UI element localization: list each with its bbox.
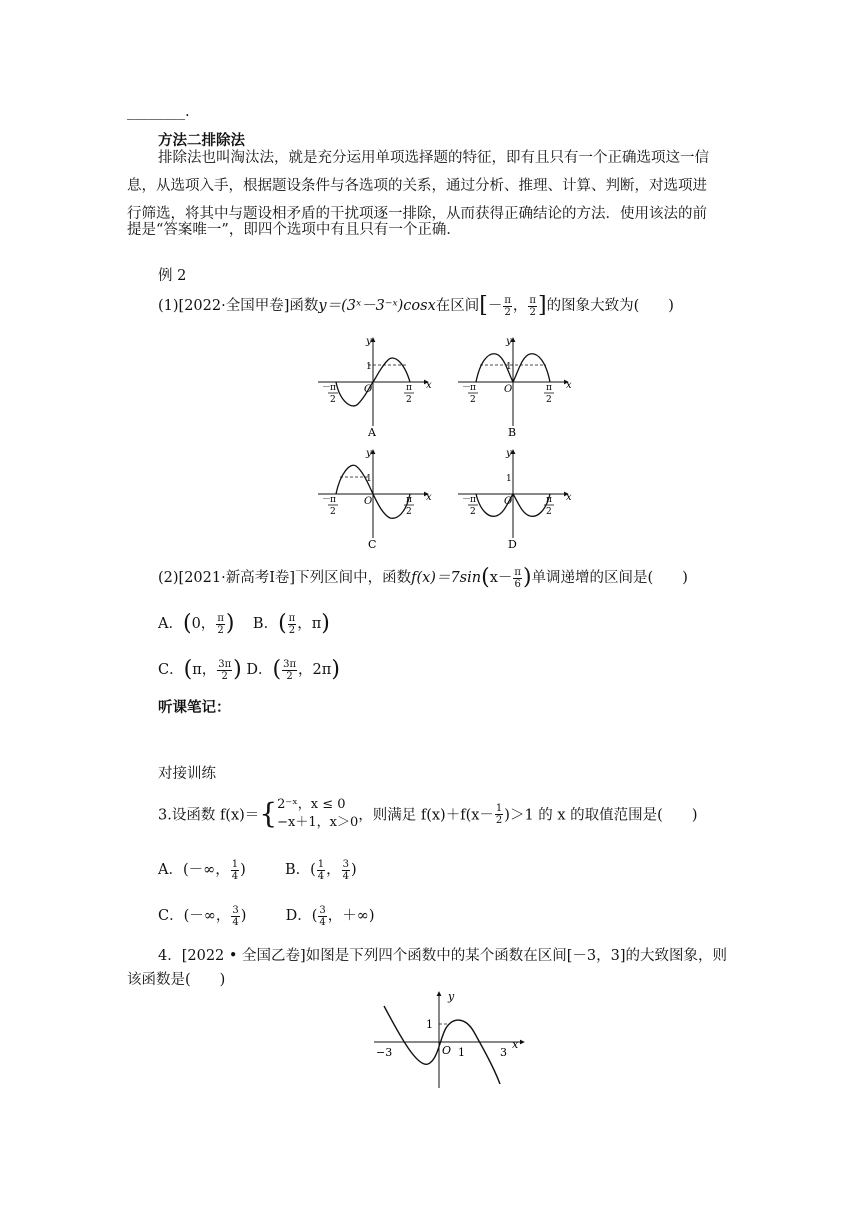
svg-text:π: π <box>330 495 336 505</box>
svg-text:1: 1 <box>366 362 372 372</box>
q3-option-c[interactable]: C．(－∞， $\frac{3}{4}$ ) <box>158 904 247 928</box>
svg-text:π: π <box>330 383 336 393</box>
svg-text:1: 1 <box>506 362 512 372</box>
q3-options-row-1 <box>158 858 357 882</box>
notes-label: 听课笔记： <box>158 699 231 716</box>
svg-text:π: π <box>470 383 476 393</box>
q1-prefix: (1)[2022·全国甲卷]函数 <box>158 298 319 314</box>
svg-text:x: x <box>566 380 572 391</box>
question-4-line-2: 该函数是( ) <box>127 972 226 988</box>
svg-text:1: 1 <box>506 474 512 484</box>
svg-text:－: － <box>322 495 332 505</box>
svg-text:2: 2 <box>330 507 336 517</box>
svg-text:y: y <box>506 336 512 347</box>
svg-text:－: － <box>462 495 472 505</box>
q2-option-b[interactable]: B．( $\frac{\pi}{2}$ ，π) <box>252 611 330 636</box>
svg-text:2: 2 <box>406 395 412 405</box>
q3-option-b[interactable]: B．( $\frac{1}{4}$ ， $\frac{3}{4}$ ) <box>284 858 357 882</box>
question-3: 3.设函数 f(x)＝{ 2⁻ˣ，x ≤ 0 −x＋1，x＞0 ，则满足 f(x)＋f(x－ $\frac{1}{2}$ )＞1 的 x 的取值范围是( ) <box>158 797 698 830</box>
svg-text:x: x <box>426 492 432 503</box>
q3-option-a[interactable]: A．(－∞， $\frac{1}{4}$ ) <box>158 858 246 882</box>
answer-blank: ________. <box>127 104 190 120</box>
svg-text:O: O <box>442 1044 452 1057</box>
svg-text:2: 2 <box>546 395 552 405</box>
svg-text:1: 1 <box>426 1018 433 1031</box>
q2-option-a[interactable]: A．(0， $\frac{\pi}{2}$ ) <box>158 611 235 636</box>
q1-mid: 在区间 <box>435 298 480 314</box>
svg-text:y: y <box>506 448 512 459</box>
svg-text:y: y <box>366 336 372 347</box>
graph-b <box>458 336 572 439</box>
question-2: (2)[2021·新高考Ⅰ卷]下列区间中，函数f(x)＝7sin(x－ $\frac{\pi}{6}$ )单调递增的区间是( ) <box>158 565 688 590</box>
svg-text:−3: −3 <box>376 1046 393 1059</box>
q3-option-d[interactable]: D．( $\frac{3}{4}$ ，＋∞) <box>285 904 375 928</box>
graph-a <box>318 336 432 439</box>
paragraph-line-1: 排除法也叫淘汰法，就是充分运用单项选择题的特征，即有且只有一个正确选项这一信 <box>158 150 709 166</box>
example-label: 例 2 <box>158 268 187 284</box>
svg-text:3: 3 <box>500 1046 507 1059</box>
q4-graph <box>366 988 536 1092</box>
question-1: (1)[2022·全国甲卷]函数y＝(3ˣ－3⁻ˣ)cosx在区间[－ $\frac{\pi}{2}$ ， $\frac{\pi}{2}$ ]的图象大致为( ) <box>158 293 674 318</box>
svg-text:x: x <box>512 1038 519 1051</box>
q2-options-row-1 <box>158 612 330 636</box>
graph-label-d: D <box>508 538 517 551</box>
graph-label-a: A <box>368 426 376 439</box>
q3-options-row-2 <box>158 904 375 928</box>
svg-text:π: π <box>406 383 412 393</box>
svg-text:O: O <box>364 384 373 395</box>
section-title: 方法二排除法 <box>158 132 245 149</box>
svg-text:y: y <box>448 990 455 1003</box>
svg-text:O: O <box>504 384 513 395</box>
svg-text:x: x <box>566 492 572 503</box>
q2-options-row-2 <box>158 658 340 682</box>
svg-text:π: π <box>546 495 552 505</box>
svg-text:O: O <box>504 496 513 507</box>
q1-function: y＝(3ˣ－3⁻ˣ)cosx <box>318 298 436 314</box>
svg-text:y: y <box>366 448 372 459</box>
svg-text:1: 1 <box>366 474 372 484</box>
svg-text:2: 2 <box>406 507 412 517</box>
svg-text:π: π <box>470 495 476 505</box>
svg-text:2: 2 <box>330 395 336 405</box>
option-graphs <box>300 332 600 554</box>
graph-label-b: B <box>508 426 517 439</box>
svg-text:－: － <box>322 383 332 393</box>
svg-text:O: O <box>364 496 373 507</box>
svg-text:π: π <box>406 495 412 505</box>
q2-option-d[interactable]: D．( $\frac{3\pi}{2}$ ，2π) <box>246 657 340 682</box>
graph-label-c: C <box>368 538 377 551</box>
svg-text:2: 2 <box>470 395 476 405</box>
q2-option-c[interactable]: C．(π， $\frac{3\pi}{2}$ ) <box>158 657 242 682</box>
svg-text:π: π <box>546 383 552 393</box>
graph-d <box>458 448 572 551</box>
svg-text:－: － <box>462 383 472 393</box>
training-title: 对接训练 <box>158 766 216 782</box>
svg-text:1: 1 <box>458 1046 465 1059</box>
q1-suffix: 的图象大致为( ) <box>546 298 674 314</box>
paragraph-line-4: 提是“答案唯一”，即四个选项中有且只有一个正确． <box>127 222 461 238</box>
svg-text:x: x <box>426 380 432 391</box>
svg-text:2: 2 <box>546 507 552 517</box>
svg-text:2: 2 <box>470 507 476 517</box>
paragraph-line-2: 息，从选项入手，根据题设条件与各选项的关系，通过分析、推理、计算、判断，对选项进 <box>127 178 707 194</box>
graph-c <box>318 448 432 551</box>
paragraph-line-3: 行筛选，将其中与题设相矛盾的干扰项逐一排除，从而获得正确结论的方法．使用该法的前 <box>127 206 707 222</box>
question-4-line-1: 4．[2022 • 全国乙卷]如图是下列四个函数中的某个函数在区间[－3，3]的大致图象，则 <box>158 948 727 964</box>
